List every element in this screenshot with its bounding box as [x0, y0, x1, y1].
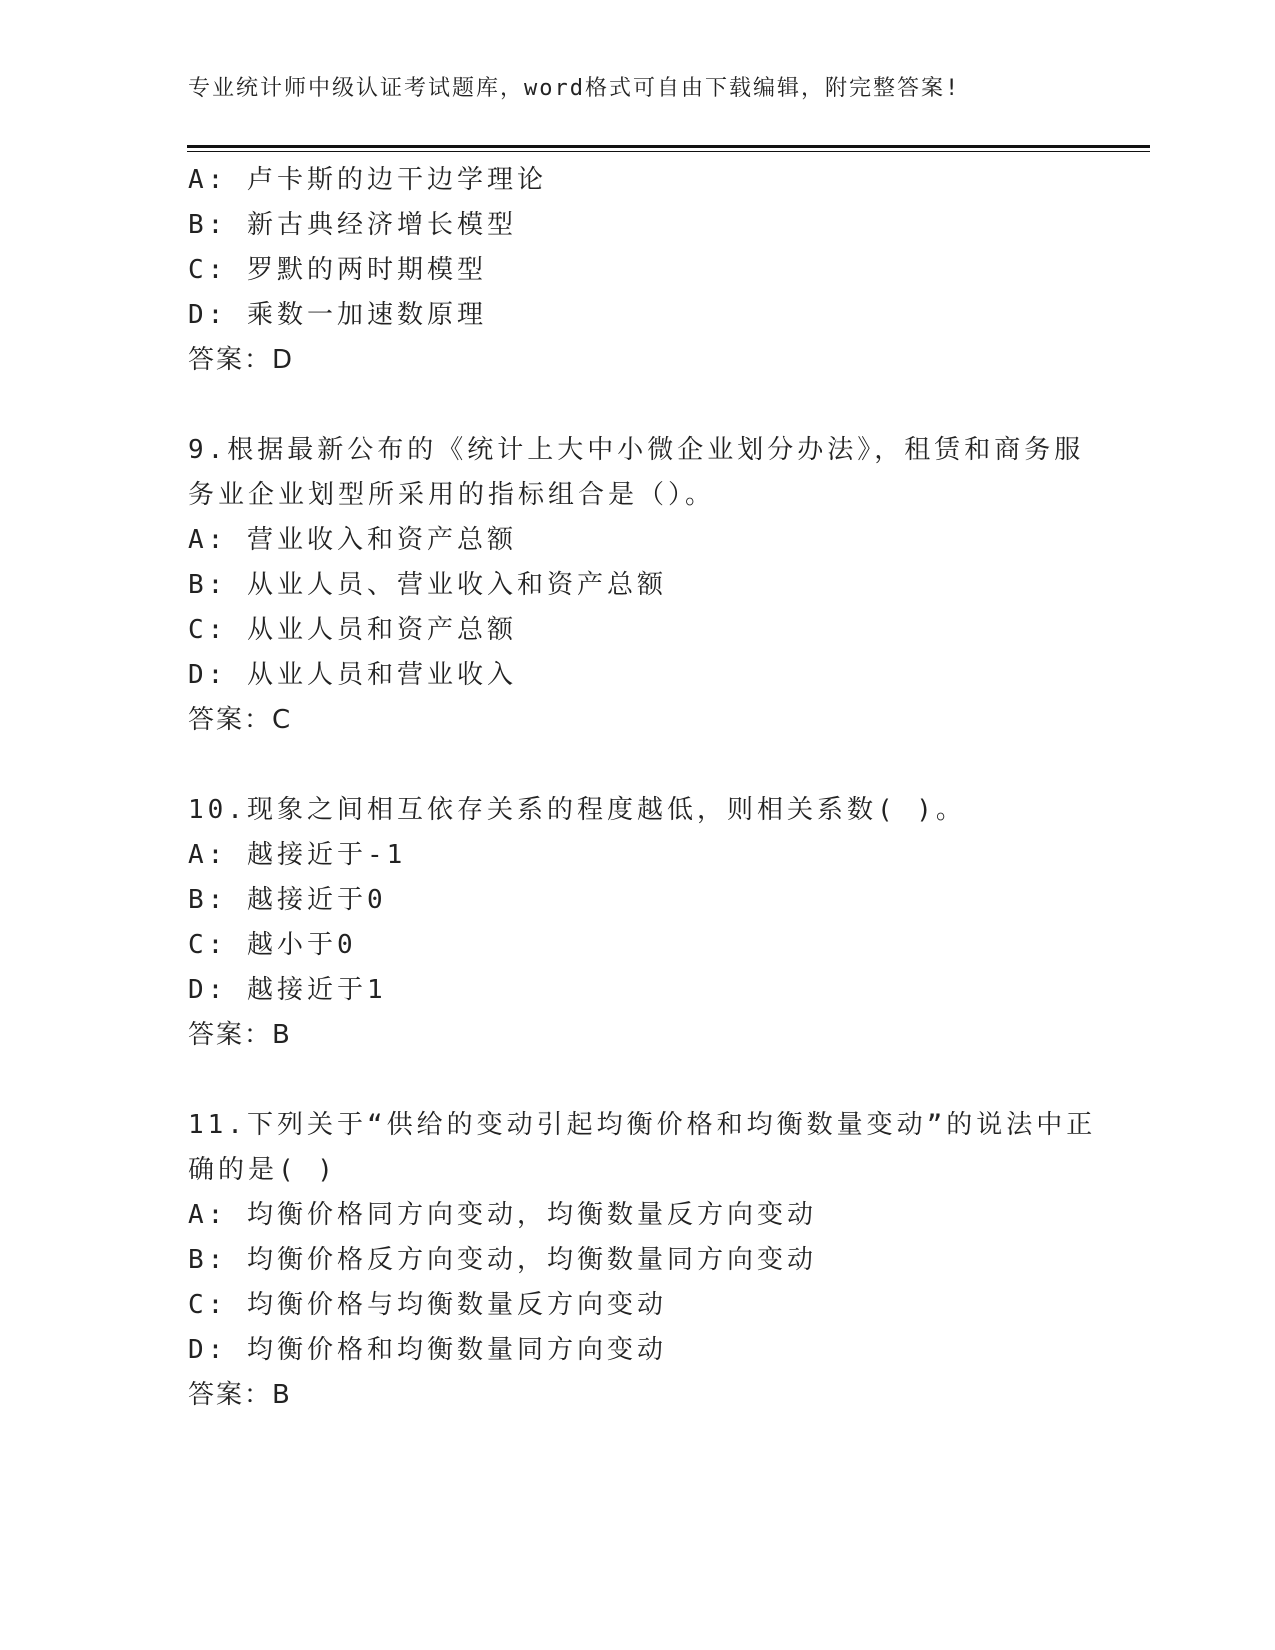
option-a: A: 越接近于-1	[188, 840, 407, 870]
option-c: C: 罗默的两时期模型	[188, 255, 487, 285]
option-b: B: 越接近于0	[188, 885, 387, 915]
question-9	[188, 428, 1088, 743]
question-list	[188, 158, 1097, 1418]
question-stem: 确的是( )	[188, 1155, 337, 1185]
answer: 答案：C	[188, 705, 293, 735]
question-stem: 务业企业划型所采用的指标组合是（）。	[188, 480, 716, 510]
answer: 答案：D	[188, 345, 295, 375]
option-b: B: 均衡价格反方向变动，均衡数量同方向变动	[188, 1245, 817, 1275]
question-stem: 10.现象之间相互依存关系的程度越低，则相关系数( )。	[188, 795, 966, 825]
question-stem: 11.下列关于“供给的变动引起均衡价格和均衡数量变动”的说法中正	[188, 1110, 1097, 1140]
question-stem: 9.根据最新公布的《统计上大中小微企业划分办法》，租赁和商务服	[188, 435, 1085, 465]
option-b: B: 从业人员、营业收入和资产总额	[188, 570, 667, 600]
option-d: D: 乘数一加速数原理	[188, 300, 487, 330]
option-a: A: 营业收入和资产总额	[188, 525, 517, 555]
header-rule-thick	[187, 145, 1150, 148]
option-c: C: 越小于0	[188, 930, 357, 960]
page-header: 专业统计师中级认证考试题库，word格式可自由下载编辑，附完整答案!	[188, 76, 961, 101]
header-rule-thin	[187, 151, 1150, 152]
option-c: C: 从业人员和资产总额	[188, 615, 517, 645]
answer: 答案：B	[188, 1380, 292, 1410]
option-a: A: 卢卡斯的边干边学理论	[188, 165, 547, 195]
option-d: D: 均衡价格和均衡数量同方向变动	[188, 1335, 667, 1365]
answer: 答案：B	[188, 1020, 292, 1050]
option-b: B: 新古典经济增长模型	[188, 210, 517, 240]
option-a: A: 均衡价格同方向变动，均衡数量反方向变动	[188, 1200, 817, 1230]
question-8	[188, 158, 1088, 383]
option-d: D: 从业人员和营业收入	[188, 660, 517, 690]
option-c: C: 均衡价格与均衡数量反方向变动	[188, 1290, 667, 1320]
question-11	[188, 1103, 1097, 1418]
option-d: D: 越接近于1	[188, 975, 387, 1005]
question-10	[188, 788, 1088, 1058]
